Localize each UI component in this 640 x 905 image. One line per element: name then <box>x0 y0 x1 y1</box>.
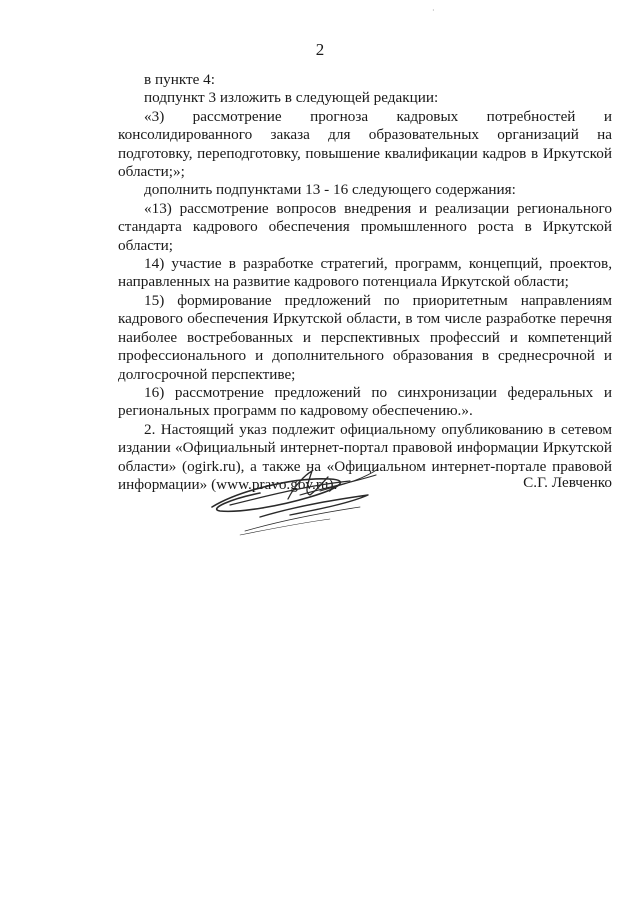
paragraph-3: «3) рассмотрение прогноза кадровых потребностей и консолидированного заказа для образовательных организаций на подготовку, переподготовку, повышение квалификации кадров в Иркутской области;»; <box>118 107 612 181</box>
document-body <box>118 71 612 494</box>
paragraph-1: в пункте 4: <box>144 71 215 88</box>
paragraph-6: 14) участие в разработке стратегий, программ, концепций, проектов, направленных на развитие кадрового потенциала Иркутской области; <box>118 255 612 291</box>
paragraph-9: 2. Настоящий указ подлежит официальному опубликованию в сетевом издании «Официальный интернет-портал правовой информации Иркутской области» (ogirk.ru), а также на «Официальном интернет-портале правовой информации» (www.pravo.gov.ru). <box>118 420 612 493</box>
scan-artifact: · <box>432 6 435 15</box>
paragraph-8: 16) рассмотрение предложений по синхронизации федеральных и региональных программ по кадровому обеспечению.». <box>118 383 612 420</box>
page-number: 2 <box>315 40 325 59</box>
signature-drawing <box>200 455 400 545</box>
paragraph-7: 15) формирование предложений по приоритетным направлениям кадрового обеспечения Иркутской области, в том числе разработке перечня наиболее востребованных и перспективных профессий и компетенций профессионального и дополнительного образования в среднесрочной и долгосрочной перспективе; <box>118 291 612 383</box>
paragraph-4: дополнить подпунктами 13 - 16 следующего содержания: <box>144 181 516 199</box>
paragraph-5: «13) рассмотрение вопросов внедрения и реализации регионального стандарта кадрового обеспечения промышленного роста в Иркутской области; <box>118 199 612 254</box>
handwritten-signature <box>200 455 400 545</box>
paragraph-2: подпункт 3 изложить в следующей редакции: <box>144 89 439 107</box>
signatory-name: С.Г. Левченко <box>523 474 612 491</box>
